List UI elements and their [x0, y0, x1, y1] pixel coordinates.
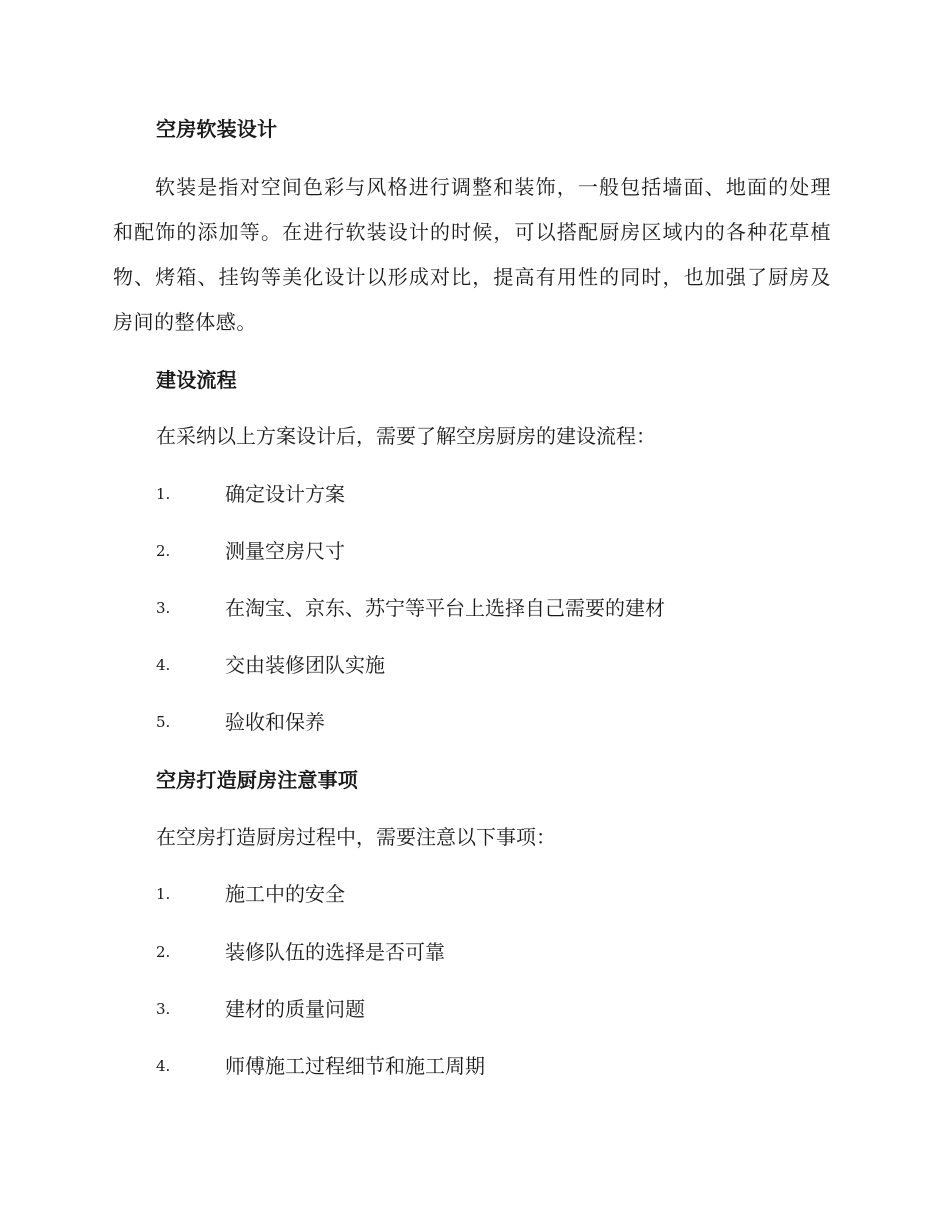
- list-text: 确定设计方案: [225, 482, 345, 506]
- construction-process-intro: 在采纳以上方案设计后，需要了解空房厨房的建设流程：: [156, 424, 656, 448]
- list-text: 测量空房尺寸: [225, 539, 345, 563]
- soft-decoration-paragraph: 软装是指对空间色彩与风格进行调整和装饰，一般包括墙面、地面的处理和配饰的添加等。在进行软装设计的时候，可以搭配厨房区域内的各种花草植物、烤箱、挂钩等美化设计以形成对比，提高有用性的同时，也加强了厨房及房间的整体感。: [113, 175, 831, 334]
- list-number: 2.: [156, 542, 171, 560]
- section-heading-soft-decoration: 空房软装设计: [156, 117, 278, 141]
- list-text: 装修队伍的选择是否可靠: [225, 940, 445, 964]
- list-number: 3.: [156, 1000, 171, 1018]
- kitchen-notes-intro: 在空房打造厨房过程中，需要注意以下事项：: [156, 825, 556, 849]
- section-heading-construction-process: 建设流程: [156, 368, 237, 392]
- list-text: 施工中的安全: [225, 882, 345, 906]
- list-text: 在淘宝、京东、苏宁等平台上选择自己需要的建材: [225, 596, 665, 620]
- list-text: 交由装修团队实施: [225, 653, 385, 677]
- list-number: 3.: [156, 599, 171, 617]
- list-number: 1.: [156, 885, 171, 903]
- list-number: 5.: [156, 713, 171, 731]
- section-heading-kitchen-notes: 空房打造厨房注意事项: [156, 768, 358, 792]
- list-text: 验收和保养: [225, 710, 325, 734]
- list-number: 4.: [156, 1057, 171, 1075]
- list-text: 师傅施工过程细节和施工周期: [225, 1054, 485, 1078]
- list-text: 建材的质量问题: [225, 997, 365, 1021]
- list-number: 4.: [156, 656, 171, 674]
- list-number: 2.: [156, 943, 171, 961]
- list-number: 1.: [156, 485, 171, 503]
